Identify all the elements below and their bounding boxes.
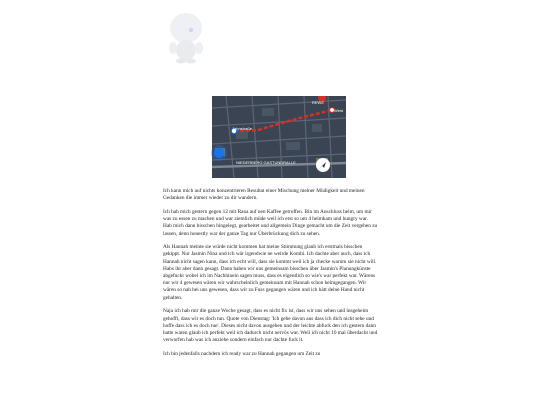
current-location-icon	[214, 148, 224, 158]
paragraph: Ich hab mich gestern gegen 12 mit Rana auf nen Kaffee getroffen. Bin im Anschluss heim, um mir was zu essen zu machen und war ziemlich müde weil ich erst so um 4 heimkam und hungry war. Hab mich dann bisschen hingelegt, gearbeitet und allgemein Dinge gemacht um die Zeit vergehen zu lassen, denn honestly war der ganze Tag nur Überbrückung dich zu sehen.	[163, 208, 378, 237]
navigation-arrow-icon	[316, 158, 330, 172]
article-body	[163, 188, 378, 365]
paragraph: Ich kann mich auf nichts konzentrieren Resultat einer Mischung meiner Müdigkeit und meinen Gedanken die immer wieder zu dir wandern.	[163, 188, 365, 202]
mascot-icon	[164, 8, 208, 64]
map-label-start: Jahnstraße	[232, 126, 253, 131]
paragraph: Naja ich hab mir die ganze Woche gesagt, dass es nicht fix ist, dass wir uns sehen und insgeheim gehofft, dass wir es doch tun. Quote von Dienstag: 'Ich gehe davon aus dass ich dich nicht sehe und hoffe dass ich es doch tue'. Dieses nicht davon ausgehen und der leichte abfuck den ich gestern dann hatte waren glaub ich perfekt weil ich dadurch nicht nervös war. Weil ich nicht 10 mal überdacht und verworfen hab was ich anziehe sondern einfach nur dachte fuck it.	[163, 308, 378, 344]
map-label-street: NIEDERBERG GASTUNDRALLE	[236, 160, 296, 165]
map-label-poi: REWE	[312, 100, 324, 105]
navigate-button[interactable]	[316, 158, 330, 172]
paragraph: Ich bin jedenfalls nachdem ich ready war zu Hannah gegangen um Zeit zu	[163, 350, 321, 357]
map-label-end: Weid	[334, 108, 344, 113]
paragraph: Als Hannah meinte sie würde nicht kommen hat meine Stimmung glaub ich erstmals bisschen gekippt. Nur Jasmin Nina und ich wär irgendwie ne weirde Kombi. Ich dachte aber auch, dass ich Hannah nicht sagen kann, dass ich echt will, dass sie kommt weil ich ja checke warum sie nicht will. Habs ihr aber dann gesagt. Dann haben wir uns gemeinsam bisschen über Jasmin's Planungkünste abgefuckt wobei ich im Nachhinein sagen muss, dass es eigentlich so wie's war perfekt war. Wärens nur wir 4 gewesen wären wir wahrscheinlich gemeinsam mit Hannah schon heimgegangen. Wir wären so nah bei uns gewesen, dass wir zu Fuss gegangen wären und ich hätt deine Hand nicht gehalten.	[163, 244, 377, 301]
